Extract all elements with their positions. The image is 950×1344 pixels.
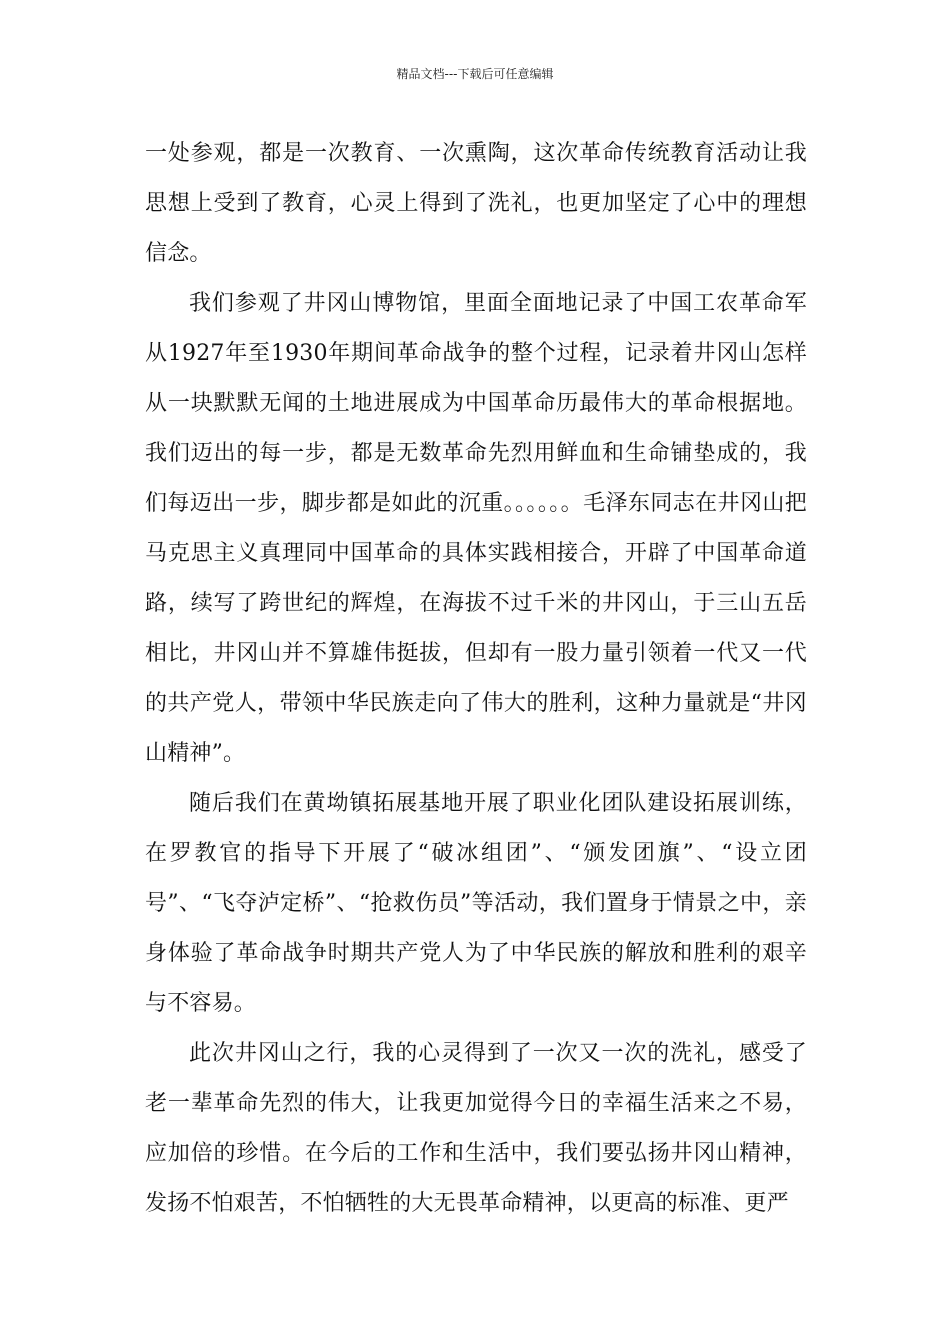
document-body	[145, 129, 807, 1229]
page-header: 精品文档---下载后可任意编辑	[396, 67, 554, 81]
paragraph-2: 我们参观了井冈山博物馆，里面全面地记录了中国工农革命军从1927年至1930年期间革命战争的整个过程，记录着井冈山怎样从一块默默无闻的土地进展成为中国革命历最伟大的革命根据地。我们迈出的每一步，都是无数革命先烈用鲜血和生命铺垫成的，我们每迈出一步，脚步都是如此的沉重。。。。。。毛泽东同志在井冈山把马克思主义真理同中国革命的具体实践相接合，开辟了中国革命道路，续写了跨世纪的辉煌，在海拔不过千米的井冈山，于三山五岳相比，井冈山并不算雄伟挺拔，但却有一股力量引领着一代又一代的共产党人，带领中华民族走向了伟大的胜利，这种力量就是“井冈山精神”。	[145, 291, 807, 766]
paragraph-1: 一处参观，都是一次教育、一次熏陶，这次革命传统教育活动让我思想上受到了教育，心灵上得到了洗礼，也更加坚定了心中的理想信念。	[145, 141, 807, 266]
paragraph-4: 此次井冈山之行，我的心灵得到了一次又一次的洗礼，感受了老一辈革命先烈的伟大，让我更加觉得今日的幸福生活来之不易，应加倍的珍惜。在今后的工作和生活中，我们要弘扬井冈山精神，发扬不怕艰苦，不怕牺牲的大无畏革命精神，以更高的标准、更严	[145, 1041, 807, 1216]
paragraph-3: 随后我们在黄坳镇拓展基地开展了职业化团队建设拓展训练，在罗教官的指导下开展了“破冰组团”、“颁发团旗”、“设立团号”、“飞夺泸定桥”、“抢救伤员”等活动，我们置身于情景之中，亲身体验了革命战争时期共产党人为了中华民族的解放和胜利的艰辛与不容易。	[145, 791, 807, 1016]
